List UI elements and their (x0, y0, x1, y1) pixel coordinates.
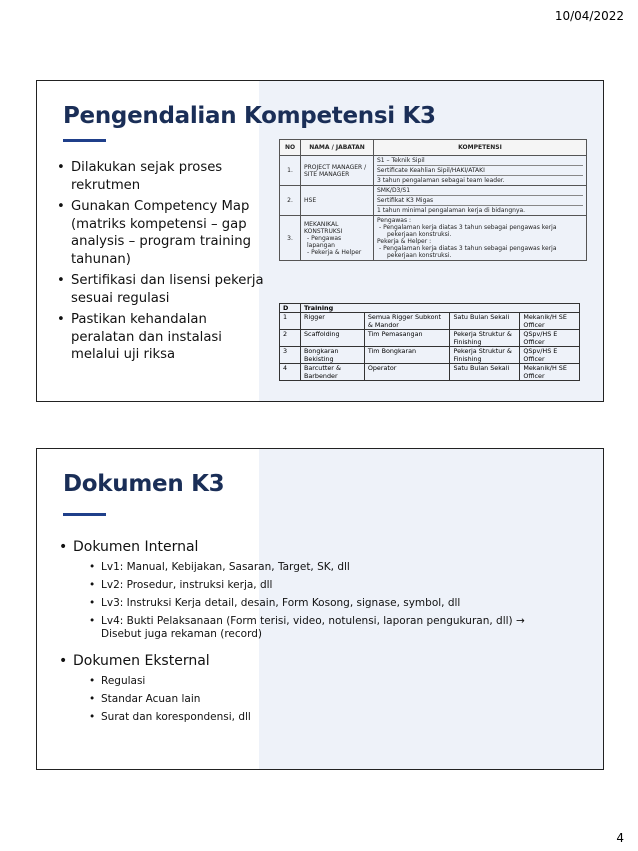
competency-line: SMK/D3/S1 (377, 186, 583, 196)
table-cell: Barcutter & Barbender (301, 364, 365, 381)
header-cell: D (280, 304, 301, 313)
table-cell: 1. (280, 156, 301, 186)
competency-line: Sertificate Keahlian Sipil/HAKI/ATAKI (377, 166, 583, 176)
section-bullet (57, 653, 527, 724)
competency-line: Sertifikat K3 Migas (377, 196, 583, 206)
internal-documents-list (57, 539, 527, 646)
slide-pengendalian-kompetensi (36, 80, 604, 402)
bullet-item: • Pastikan kehandalan peralatan dan instalasi melalui uji riksa (55, 311, 270, 364)
table-row (280, 186, 587, 216)
list-item: • Lv2: Prosedur, instruksi kerja, dll (73, 579, 527, 592)
competency-line: - Pengalaman kerja diatas 3 tahun sebagai pengawas kerja pekerjaan konstruksi. (379, 245, 557, 259)
header-cell: Training (301, 304, 365, 313)
external-documents-list (57, 653, 527, 729)
table-cell: Tim Bongkaran (364, 347, 450, 364)
list-item: • Lv1: Manual, Kebijakan, Sasaran, Target, SK, dll (73, 561, 527, 574)
table-cell: 3 (280, 347, 301, 364)
table-row (280, 347, 580, 364)
header-date: 10/04/2022 (554, 9, 624, 23)
list-item: • Lv4: Bukti Pelaksanaan (Form terisi, video, notulensi, laporan pengukuran, dll) → Disebut juga rekaman (record) (73, 615, 527, 641)
sub-list (73, 561, 527, 641)
table-cell: Mekanik/H SE Officer (520, 313, 580, 330)
table-row (280, 313, 580, 330)
sub-list (73, 675, 527, 724)
competency-line: 1 tahun minimal pengalaman kerja di bidangnya. (377, 207, 526, 214)
competency-line: - Pengalaman kerja diatas 3 tahun sebagai pengawas kerja pekerjaan konstruksi. (379, 224, 557, 238)
slide-dokumen-k3 (36, 448, 604, 770)
list-item: • Standar Acuan lain (73, 693, 527, 706)
header-cell (364, 304, 450, 313)
table-row (280, 156, 587, 186)
slide-title: Pengendalian Kompetensi K3 (63, 103, 436, 129)
table-cell: Satu Bulan Sekali (450, 364, 520, 381)
table-cell (301, 216, 374, 261)
table-cell: Semua Rigger Subkont & Mandor (364, 313, 450, 330)
table-cell (374, 216, 587, 261)
training-table (279, 303, 580, 381)
table-row (280, 216, 587, 261)
header-cell: KOMPETENSI (374, 140, 587, 156)
jabatan-sub: - Pekerja & Helper (307, 248, 362, 256)
bullet-item: • Sertifikasi dan lisensi pekerja sesuai regulasi (55, 272, 270, 307)
header-cell (450, 304, 520, 313)
table-cell: HSE (301, 186, 374, 216)
slide-title: Dokumen K3 (63, 471, 225, 497)
table-cell: PROJECT MANAGER / SITE MANAGER (301, 156, 374, 186)
list-item: • Surat dan korespondensi, dll (73, 711, 527, 724)
table-cell: Mekanik/H SE Officer (520, 364, 580, 381)
competency-table (279, 139, 587, 261)
list-item: • Regulasi (73, 675, 527, 688)
table-row (280, 364, 580, 381)
section-label: Dokumen Internal (73, 539, 199, 555)
table-cell: 2. (280, 186, 301, 216)
bullet-item: • Dilakukan sejak proses rekrutmen (55, 159, 270, 194)
table-header-row (280, 304, 580, 313)
competency-line: Pengawas : (377, 217, 412, 224)
header-cell: NO (280, 140, 301, 156)
table-header-row (280, 140, 587, 156)
competency-line: 3 tahun pengalaman sebagai team leader. (377, 177, 505, 184)
jabatan-sub: - Pengawas lapangan (307, 234, 342, 249)
section-bullet (57, 539, 527, 641)
page-number: 4 (616, 831, 624, 845)
table-cell: 4 (280, 364, 301, 381)
table-cell: Bongkaran Bekisting (301, 347, 365, 364)
list-item: • Lv3: Instruksi Kerja detail, desain, Form Kosong, signase, symbol, dll (73, 597, 527, 610)
table-cell: Pekerja Struktur & Finishing (450, 330, 520, 347)
title-accent-bar (63, 139, 106, 142)
table-cell (374, 186, 587, 216)
table-cell: QSpv/HS E Officer (520, 330, 580, 347)
table-cell: 1 (280, 313, 301, 330)
competency-line: S1 – Teknik Sipil (377, 156, 583, 166)
table-cell: Rigger (301, 313, 365, 330)
section-label: Dokumen Eksternal (73, 653, 210, 669)
table-cell (374, 156, 587, 186)
table-cell: Scaffolding (301, 330, 365, 347)
table-cell: 2 (280, 330, 301, 347)
table-cell: QSpv/HS E Officer (520, 347, 580, 364)
title-accent-bar (63, 513, 106, 516)
header-cell (520, 304, 580, 313)
bullet-list (55, 159, 270, 368)
competency-line: Pekerja & Helper : (377, 238, 432, 245)
header-cell: NAMA / JABATAN (301, 140, 374, 156)
table-cell: Pekerja Struktur & Finishing (450, 347, 520, 364)
table-cell: Tim Pemasangan (364, 330, 450, 347)
table-cell: Operator (364, 364, 450, 381)
bullet-item: • Gunakan Competency Map (matriks kompetensi – gap analysis – program training tahunan) (55, 198, 270, 268)
jabatan-label: MEKANIKAL KONSTRUKSI (304, 220, 343, 235)
table-cell: 3. (280, 216, 301, 261)
table-cell: Satu Bulan Sekali (450, 313, 520, 330)
table-row (280, 330, 580, 347)
